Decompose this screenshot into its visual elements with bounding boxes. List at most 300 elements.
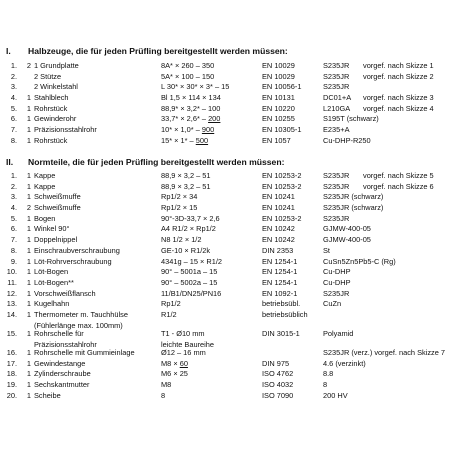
item-standard: [262, 359, 289, 370]
item-dimension: [161, 278, 217, 289]
item-name-line1: 1 Grundplatte: [34, 61, 79, 70]
item-quantity: 1: [26, 358, 31, 368]
item-standard: [262, 125, 301, 136]
list-item: [0, 192, 458, 203]
item-quantity: 1: [26, 192, 31, 202]
item-material: [323, 348, 445, 359]
item-standard-line1: EN 10305-1: [262, 125, 302, 135]
item-standard-line1: EN 10029: [262, 71, 295, 81]
item-material: [323, 192, 383, 203]
item-quantity: 2: [26, 203, 31, 213]
item-standard-line1: EN 1254-1: [262, 256, 298, 266]
list-item: [0, 61, 458, 72]
item-note: [363, 182, 434, 193]
item-standard: [262, 369, 293, 380]
item-standard-line1: EN 1092-1: [262, 288, 298, 298]
item-quantity: 1: [26, 288, 31, 298]
item-quantity: 1: [26, 299, 31, 309]
item-standard: [262, 310, 308, 321]
item-material: [323, 93, 351, 104]
item-dimension: [161, 171, 211, 182]
item-standard-line1: EN 10255: [262, 114, 295, 124]
item-standard-line1: EN 10241: [262, 192, 295, 202]
item-name: [34, 289, 96, 300]
item-note: [363, 171, 434, 182]
item-material: [323, 380, 327, 391]
list-item: [0, 104, 458, 115]
item-standard: [262, 136, 291, 147]
item-number: 9.: [10, 256, 17, 266]
item-dimension-length: 60: [179, 358, 188, 368]
item-dimension-line1: Rp1/2: [161, 299, 181, 309]
list-item: [0, 380, 458, 391]
item-material: [323, 235, 371, 246]
item-name-line1: Schweißmuffe: [34, 203, 81, 213]
item-material: [323, 289, 349, 300]
item-material-line1: Cu-DHP: [323, 277, 351, 287]
item-name-line2: (Fühlerlänge max. 100mm): [34, 320, 123, 330]
item-quantity: 1: [26, 224, 31, 234]
item-dimension-line1: 8A* × 260 – 350: [161, 61, 215, 70]
item-standard: [262, 182, 301, 193]
section-1-number: I.: [6, 46, 11, 56]
item-number: 12.: [6, 288, 17, 298]
item-material: [323, 114, 379, 125]
item-standard: [262, 82, 301, 93]
item-material-line1: Cu-DHP: [323, 267, 351, 277]
item-name: [34, 380, 89, 391]
item-name-line1: 2 Stütze: [34, 71, 62, 81]
item-dimension: [161, 235, 201, 246]
item-number: 6.: [10, 224, 17, 234]
item-dimension: 10* × 1,0* – 900: [161, 125, 215, 135]
item-name: [34, 72, 61, 83]
item-name: [34, 171, 55, 182]
item-name-line1: Präzisionsstahlrohr: [34, 125, 97, 135]
item-name-line1: Löt-Bogen: [34, 267, 69, 277]
list-item: [0, 114, 458, 125]
item-material: [323, 72, 349, 83]
item-standard-line1: DIN 975: [262, 358, 290, 368]
item-material-line1: GJMW-400-05: [323, 235, 371, 245]
item-standard-line1: EN 10253-2: [262, 213, 302, 223]
item-note: [363, 61, 434, 72]
item-standard: [262, 329, 300, 340]
item-number: 1.: [10, 61, 17, 70]
item-quantity: 1: [26, 309, 31, 319]
list-item: [0, 214, 458, 225]
list-item: [0, 246, 458, 257]
item-name: [34, 182, 55, 193]
item-standard: [262, 246, 293, 257]
item-name-line1: Vorschweißflansch: [34, 288, 96, 298]
list-item: [0, 171, 458, 182]
item-standard: [262, 257, 297, 268]
item-material-line1: S195T (schwarz): [323, 114, 379, 124]
item-number: 13.: [6, 299, 17, 309]
list-item: [0, 136, 458, 147]
item-standard-line1: ISO 4762: [262, 369, 294, 379]
item-dimension-line1: 88,9* × 3,2* – 100: [161, 103, 221, 113]
item-number: 11.: [7, 277, 17, 287]
item-number: 15.: [6, 328, 17, 338]
item-dimension: [161, 192, 197, 203]
item-dimension: [161, 257, 222, 268]
item-number: 19.: [6, 380, 17, 389]
item-name: [34, 136, 67, 147]
list-item: [0, 348, 458, 359]
item-material: [323, 182, 349, 193]
item-quantity: 1: [26, 93, 31, 103]
item-quantity: 1: [26, 328, 31, 338]
item-name-line1: Thermometer m. Tauchhülse: [34, 309, 128, 319]
item-material: [323, 214, 349, 225]
item-number: 5.: [10, 103, 17, 113]
item-name-line1: Kappe: [34, 181, 56, 191]
item-number: 3.: [10, 192, 17, 202]
item-material: [323, 299, 341, 310]
item-standard: [262, 171, 301, 182]
item-standard-line1: EN 10056-1: [262, 82, 302, 92]
list-item: [0, 278, 458, 289]
item-number: 8.: [10, 135, 17, 145]
item-dimension-line1: Rp1/2 × 15: [161, 203, 198, 213]
item-name-line1: Löt-Rohrverschraubung: [34, 256, 112, 266]
item-dimension-line1: 5A* × 100 – 150: [161, 71, 215, 81]
item-name: [34, 93, 69, 104]
item-dimension-line1: 88,9 × 3,2 – 51: [161, 181, 211, 191]
item-material-line1: CuSn5Zn5Pb5-C (Rg): [323, 256, 396, 266]
item-standard: [262, 203, 295, 214]
item-dimension: [161, 224, 216, 235]
item-material-line1: 8: [323, 380, 328, 389]
item-material-line1: S235JR: [323, 61, 350, 70]
item-material: [323, 257, 396, 268]
item-dimension: [161, 246, 210, 257]
item-name: [34, 246, 120, 257]
item-number: 1.: [10, 171, 17, 180]
item-standard: [262, 93, 295, 104]
list-item: [0, 299, 458, 310]
item-dimension-line1: L 30* × 30* × 3* – 15: [161, 82, 230, 92]
item-dimension: [161, 203, 197, 214]
item-quantity: 1: [26, 245, 31, 255]
item-name: [34, 61, 79, 72]
item-name-line1: Rohrschelle für: [34, 328, 84, 338]
item-name: [34, 82, 78, 93]
item-standard: [262, 72, 295, 83]
item-dimension-line1: A4 R1/2 × Rp1/2: [161, 224, 216, 234]
item-name: [34, 203, 81, 214]
item-dimension: [161, 267, 217, 278]
item-dimension: [161, 310, 177, 321]
item-quantity: 1: [26, 235, 31, 245]
item-dimension-line1: 90° – 5002a – 15: [161, 277, 218, 287]
item-standard: [262, 114, 295, 125]
item-name-line1: Schweißmuffe: [34, 192, 81, 202]
item-name-line1: Löt-Bogen**: [34, 277, 74, 287]
item-material-line1: S235JR (schwarz): [323, 192, 384, 202]
item-material: [323, 171, 349, 182]
item-dimension: [161, 93, 221, 104]
item-quantity: 1: [26, 347, 31, 357]
item-dimension: [161, 369, 188, 380]
item-standard-line1: EN 1254-1: [262, 267, 298, 277]
item-standard: [262, 104, 295, 115]
item-material-line1: GJMW-400-05: [323, 224, 371, 234]
item-name: [34, 267, 68, 278]
item-material-line1: 200 HV: [323, 390, 348, 400]
item-standard: [262, 380, 293, 391]
item-material-line1: S235JR: [323, 71, 350, 81]
item-material-line1: 8.8: [323, 369, 334, 379]
item-quantity: 1: [26, 181, 31, 191]
item-number: 18.: [6, 369, 17, 379]
list-item: [0, 359, 458, 370]
item-material: [323, 278, 351, 289]
item-dimension-line1: T1 - Ø10 mm: [161, 328, 205, 338]
item-material-line1: 4.6 (verzinkt): [323, 358, 366, 368]
item-name-line1: Zylinderschraube: [34, 369, 91, 379]
item-quantity: 1: [26, 171, 31, 180]
item-name-line1: Rohrschelle mit Gummieinlage: [34, 347, 135, 357]
item-note: [363, 93, 434, 104]
item-material: [323, 267, 351, 278]
item-dimension: [161, 82, 229, 93]
item-material-line1: S235JR: [323, 181, 350, 191]
item-dimension: [161, 72, 214, 83]
item-name-line1: Scheibe: [34, 390, 61, 400]
item-dimension-length: 900: [201, 125, 215, 135]
item-quantity: 1: [26, 213, 31, 223]
list-item: [0, 267, 458, 278]
list-item: [0, 72, 458, 83]
item-dimension-line1: 11/B1/DN25/PN16: [161, 288, 222, 298]
item-name: [34, 299, 69, 310]
item-standard-line1: EN 10131: [262, 93, 295, 103]
item-name: [34, 348, 135, 359]
item-material-line1: S235JR: [323, 82, 350, 92]
item-standard: [262, 224, 295, 235]
list-item: [0, 82, 458, 93]
item-dimension: [161, 61, 214, 72]
list-item: [0, 257, 458, 268]
item-dimension-line1: 90°-3D-33,7 × 2,6: [161, 213, 220, 223]
item-quantity: 1: [26, 256, 31, 266]
item-number: 16.: [6, 347, 17, 357]
item-material-line2: Polyamid: [323, 328, 354, 338]
item-dimension-length: 200: [208, 114, 221, 124]
item-material-line1: S235JR (schwarz): [323, 203, 384, 213]
item-dimension-line1: 90° – 5001a – 15: [161, 267, 218, 277]
item-standard: [262, 192, 295, 203]
item-name: [34, 257, 112, 268]
item-name-line1: Bogen: [34, 213, 56, 223]
item-name-line1: Winkel 90°: [34, 224, 70, 234]
item-quantity: 1: [26, 369, 31, 379]
section-1-list: [0, 61, 458, 147]
item-number: 5.: [10, 213, 17, 223]
item-note-line1: vorgef. nach Skizze 6: [363, 181, 434, 191]
item-standard-line2: DIN 3015-1: [262, 328, 300, 338]
item-standard: [262, 235, 295, 246]
item-material-line1: Cu-DHP-R250: [323, 135, 371, 145]
item-material: [323, 329, 353, 340]
item-quantity: 1: [26, 114, 31, 124]
item-dimension-line1: Ø12 – 16 mm: [161, 347, 206, 357]
item-number: 14.: [6, 309, 17, 319]
item-note-line1: vorgef. nach Skizze 4: [363, 103, 434, 113]
item-standard: [262, 289, 297, 300]
item-quantity: 1: [26, 125, 31, 135]
item-name: [34, 114, 76, 125]
item-material: [323, 391, 348, 402]
section-2-title: Normteile, die für jeden Prüfling bereitgestellt werden müssen:: [28, 157, 285, 167]
item-quantity: 1: [26, 135, 31, 145]
item-number: 4.: [10, 93, 17, 103]
item-material-line1: S235JR: [323, 213, 350, 223]
item-material-line1: St: [323, 245, 330, 255]
item-dimension-line1: Rp1/2 × 34: [161, 192, 198, 202]
item-standard: [262, 299, 300, 310]
item-standard: [262, 61, 295, 72]
item-note-line1: vorgef. nach Skizze 1: [363, 61, 434, 70]
list-item: [0, 235, 458, 246]
item-name-line1: 2 Winkelstahl: [34, 82, 78, 92]
item-name: [34, 278, 74, 289]
item-dimension-line1: M8: [161, 380, 172, 389]
item-number: 7.: [10, 235, 17, 245]
item-name: [34, 104, 67, 115]
item-dimension: [161, 182, 211, 193]
item-dimension-length: 500: [195, 135, 209, 145]
item-name: [34, 125, 97, 136]
list-item: [0, 93, 458, 104]
item-dimension-line1: 8: [161, 390, 166, 400]
item-material-line1: S235JR (verz.) vorgef. nach Skizze 7: [323, 347, 445, 357]
item-number: 2.: [10, 71, 17, 81]
item-name-line1: Gewinderohr: [34, 114, 77, 124]
item-standard-line1: EN 10242: [262, 235, 295, 245]
list-item: [0, 224, 458, 235]
item-name-line1: Stahlblech: [34, 93, 69, 103]
item-standard-line1: EN 10253-2: [262, 181, 302, 191]
item-standard-line1: ISO 7090: [262, 390, 294, 400]
item-dimension: [161, 348, 206, 359]
item-number: 4.: [10, 203, 17, 213]
item-standard-line1: EN 10242: [262, 224, 295, 234]
item-standard-line1: EN 10220: [262, 103, 295, 113]
item-name-line1: Einschraubverschraubung: [34, 245, 120, 255]
item-material-line1: E235+A: [323, 125, 350, 135]
item-material: [323, 359, 366, 370]
item-standard-line1: EN 10029: [262, 61, 295, 70]
item-note: [363, 72, 434, 83]
item-dimension-line1: 88,9 × 3,2 – 51: [161, 171, 211, 180]
item-material-line1: S235JR: [323, 171, 350, 180]
item-dimension-line1: 4341g – 15 × R1/2: [161, 256, 223, 266]
section-2-list: [0, 171, 458, 401]
item-material-line1: DC01+A: [323, 93, 352, 103]
item-standard-line1: betriebsübl.: [262, 299, 301, 309]
item-material: [323, 246, 330, 257]
item-dimension-line1: N8 1/2 × 1/2: [161, 235, 202, 245]
item-quantity: 2: [26, 61, 31, 70]
item-note-line1: vorgef. nach Skizze 5: [363, 171, 434, 180]
item-dimension: [161, 391, 165, 402]
item-dimension-line2: leichte Baureihe: [161, 339, 215, 349]
item-material: [323, 136, 371, 147]
list-item: [0, 329, 458, 348]
item-note-line1: vorgef. nach Skizze 3: [363, 93, 434, 103]
item-dimension-line1: R1/2: [161, 309, 177, 319]
list-item: [0, 391, 458, 402]
item-material: [323, 104, 350, 115]
item-material: [323, 369, 333, 380]
item-material-line1: L210GA: [323, 103, 351, 113]
item-dimension: [161, 380, 171, 391]
list-item: [0, 310, 458, 329]
item-dimension: [161, 214, 220, 225]
item-dimension: [161, 299, 181, 310]
item-quantity: 1: [26, 390, 31, 400]
item-name-line2: Präzisionsstahlrohr: [34, 339, 97, 349]
item-standard-line1: EN 1254-1: [262, 277, 298, 287]
item-number: 10.: [6, 267, 17, 277]
item-name: [34, 214, 55, 225]
section-1-title: Halbzeuge, die für jeden Prüfling bereitgestellt werden müssen:: [28, 46, 288, 56]
item-material: [323, 203, 383, 214]
item-quantity: 1: [26, 380, 31, 389]
item-name-line1: Gewindestange: [34, 358, 86, 368]
item-material: [323, 82, 349, 93]
item-number: 8.: [10, 245, 17, 255]
item-material: [323, 125, 350, 136]
item-quantity: 1: [26, 103, 31, 113]
item-name-line1: Doppelnippel: [34, 235, 78, 245]
item-name-line1: Kappe: [34, 171, 56, 180]
item-standard-line1: DIN 2353: [262, 245, 294, 255]
item-standard-line1: EN 10253-2: [262, 171, 302, 180]
item-name: [34, 391, 61, 402]
item-dimension-line1: Bl 1,5 × 114 × 134: [161, 93, 221, 103]
item-dimension-line1: M6 × 25: [161, 369, 188, 379]
item-standard-line1: EN 10241: [262, 203, 295, 213]
item-note: [363, 104, 434, 115]
item-dimension: M8 × 60: [161, 358, 188, 368]
item-quantity: 1: [26, 277, 31, 287]
list-item: [0, 369, 458, 380]
item-dimension: [161, 104, 220, 115]
item-number: 7.: [10, 125, 17, 135]
item-name: [34, 192, 81, 203]
item-material-line1: S235JR: [323, 288, 350, 298]
section-2-number: II.: [6, 157, 14, 167]
item-standard-line1: betriebsüblich: [262, 309, 308, 319]
item-number: 6.: [10, 114, 17, 124]
item-name: [34, 359, 85, 370]
item-standard: [262, 267, 297, 278]
item-standard: [262, 278, 297, 289]
item-material: [323, 224, 371, 235]
item-standard-line1: ISO 4032: [262, 380, 294, 389]
item-standard-line1: EN 1057: [262, 135, 291, 145]
item-number: 20.: [6, 390, 17, 400]
item-material-line1: CuZn: [323, 299, 342, 309]
item-name-line1: Kugelhahn: [34, 299, 70, 309]
item-name: [34, 224, 69, 235]
item-name-line1: Rohrstück: [34, 103, 68, 113]
